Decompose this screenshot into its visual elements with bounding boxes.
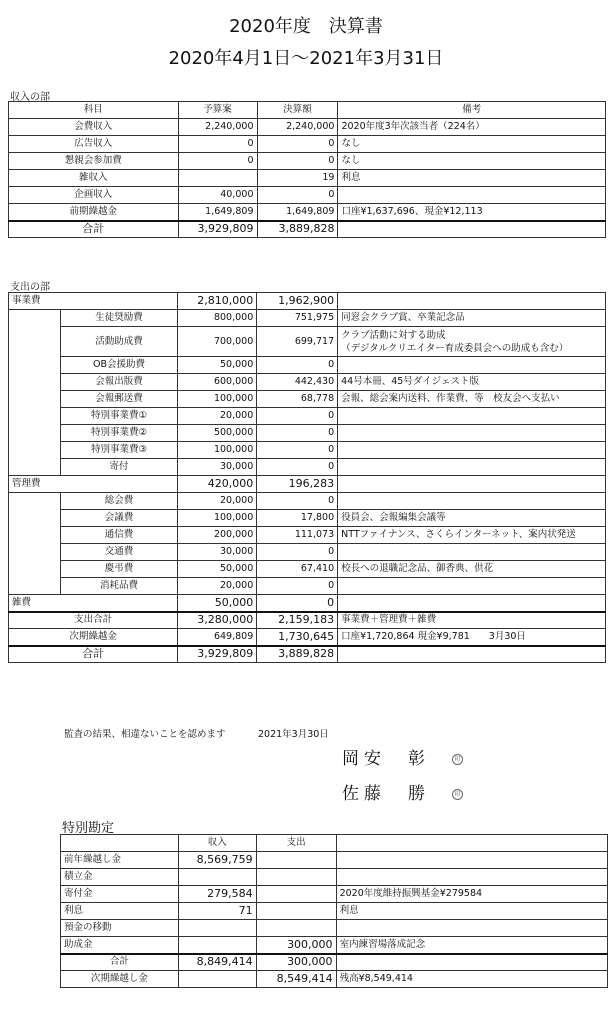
category-actual: 1,962,900: [257, 293, 338, 310]
note-cell: 2020年度3年次該当者（224名）: [338, 119, 606, 136]
audit-date: 2021年3月30日: [258, 729, 329, 740]
note-cell: [338, 459, 606, 476]
note-cell: [338, 408, 606, 425]
table-row: [61, 903, 608, 920]
note-line: クラブ活動に対する助成: [341, 329, 446, 341]
table-row: [9, 442, 606, 459]
income-total-row: [9, 221, 606, 238]
item-cell: 慶弔費: [60, 561, 178, 578]
table-row: [9, 493, 606, 510]
carryover-budget: 649,809: [178, 629, 257, 646]
budget-cell: 2,240,000: [178, 119, 257, 136]
note-cell: [338, 293, 606, 310]
note-cell: なし: [338, 136, 606, 153]
auditor-1-name: 岡安 彰: [342, 749, 430, 769]
item-cell: 助成金: [61, 937, 179, 954]
seal-icon: 印: [452, 789, 463, 800]
budget-cell: 700,000: [178, 327, 257, 357]
budget-cell: [178, 170, 257, 187]
item-cell: 特別事業費③: [60, 442, 178, 459]
indent-cell: [9, 374, 61, 391]
expense-cell: [256, 852, 336, 869]
note-cell: [338, 476, 606, 493]
item-cell: 企画収入: [9, 187, 179, 204]
category-row: [9, 476, 606, 493]
table-row: [9, 391, 606, 408]
note-cell: 利息: [338, 170, 606, 187]
item-cell: 会議費: [60, 510, 178, 527]
item-cell: 前年繰越し金: [61, 852, 179, 869]
income-cell: 71: [178, 903, 256, 920]
expense-cell: [256, 920, 336, 937]
indent-cell: [9, 578, 61, 595]
budget-cell: 20,000: [178, 578, 257, 595]
seal-icon: 印: [452, 754, 463, 765]
income-table: [8, 101, 606, 238]
item-cell: 交通費: [60, 544, 178, 561]
note-cell: 校長への退職記念品、御香典、供花: [338, 561, 606, 578]
table-row: [61, 886, 608, 903]
category-actual: 0: [257, 595, 338, 612]
actual-cell: 442,430: [257, 374, 338, 391]
budget-cell: 50,000: [178, 357, 257, 374]
table-row: [9, 153, 606, 170]
note-cell: なし: [338, 153, 606, 170]
table-row: [9, 561, 606, 578]
table-row: [9, 357, 606, 374]
actual-cell: 0: [257, 459, 338, 476]
expense-table: [8, 292, 606, 663]
note-cell: 利息: [336, 903, 607, 920]
note-cell: 室内練習場落成記念: [336, 937, 607, 954]
audit-statement: 監査の結果、相違ないことを認めます: [64, 729, 226, 740]
budget-cell: 100,000: [178, 391, 257, 408]
item-cell: 特別事業費①: [60, 408, 178, 425]
table-row: [9, 459, 606, 476]
carryover-label: 次期繰越し金: [61, 971, 179, 988]
item-cell: 雑収入: [9, 170, 179, 187]
actual-cell: 17,800: [257, 510, 338, 527]
item-cell: 前期繰越金: [9, 204, 179, 221]
note-cell: [338, 327, 606, 357]
item-cell: 特別事業費②: [60, 425, 178, 442]
carryover-actual: 1,730,645: [257, 629, 338, 646]
fiscal-period: 2020年4月1日〜2021年3月31日: [168, 48, 444, 69]
table-row: [9, 374, 606, 391]
table-row: [9, 187, 606, 204]
actual-cell: 0: [257, 544, 338, 561]
special-account-table: [60, 834, 608, 988]
note-cell: NTTファイナンス、さくらインターネット、案内状発送: [338, 527, 606, 544]
budget-cell: 0: [178, 153, 257, 170]
budget-cell: 0: [178, 136, 257, 153]
budget-cell: 30,000: [178, 459, 257, 476]
income-cell: [178, 920, 256, 937]
expense-carryover-row: [9, 629, 606, 646]
table-row: [61, 852, 608, 869]
budget-cell: 30,000: [178, 544, 257, 561]
note-cell: [338, 187, 606, 204]
item-cell: 活動助成費: [60, 327, 178, 357]
document-title: 2020年度 決算書: [229, 16, 383, 37]
item-cell: 懇親会参加費: [9, 153, 179, 170]
item-cell: OB会援助費: [60, 357, 178, 374]
item-cell: 会報出版費: [60, 374, 178, 391]
item-cell: 通信費: [60, 527, 178, 544]
expense-cell: [256, 886, 336, 903]
item-cell: 会報郵送費: [60, 391, 178, 408]
indent-cell: [9, 561, 61, 578]
actual-cell: 68,778: [257, 391, 338, 408]
note-cell: 口座¥1,637,696、現金¥12,113: [338, 204, 606, 221]
note-cell: [338, 544, 606, 561]
table-row: [9, 527, 606, 544]
budget-cell: 500,000: [178, 425, 257, 442]
total-budget: 3,929,809: [178, 221, 257, 238]
item-cell: 利息: [61, 903, 179, 920]
actual-cell: 67,410: [257, 561, 338, 578]
actual-cell: 111,073: [257, 527, 338, 544]
table-row: [9, 327, 606, 357]
category-actual: 196,283: [257, 476, 338, 493]
expense-cell: [256, 903, 336, 920]
expense-cell: [256, 869, 336, 886]
category-budget: 50,000: [178, 595, 257, 612]
item-cell: 積立金: [61, 869, 179, 886]
table-row: [9, 136, 606, 153]
total-actual: 3,889,828: [257, 646, 338, 663]
note-cell: 同窓会クラブ賞、卒業記念品: [338, 310, 606, 327]
subtotal-label: 支出合計: [9, 612, 178, 629]
expense-section-label: 支出の部: [10, 282, 50, 293]
note-cell: [336, 954, 607, 971]
actual-cell: 0: [257, 408, 338, 425]
budget-cell: 100,000: [178, 442, 257, 459]
category-label: 雑費: [9, 595, 178, 612]
header-cell: 備考: [338, 102, 606, 119]
budget-cell: 100,000: [178, 510, 257, 527]
income-header-row: [9, 102, 606, 119]
budget-cell: 600,000: [178, 374, 257, 391]
note-line: （デジタルクリエイター育成委員会への助成も含む）: [341, 342, 569, 354]
income-cell: [178, 869, 256, 886]
carryover-note: 口座¥1,720,864 現金¥9,781 3月30日: [338, 629, 606, 646]
indent-cell: [9, 493, 61, 510]
indent-cell: [9, 510, 61, 527]
actual-cell: 1,649,809: [257, 204, 338, 221]
carryover-expense: 8,549,414: [256, 971, 336, 988]
indent-cell: [9, 527, 61, 544]
indent-cell: [9, 459, 61, 476]
expense-subtotal-row: [9, 612, 606, 629]
actual-cell: 699,717: [257, 327, 338, 357]
category-budget: 2,810,000: [178, 293, 257, 310]
note-cell: [336, 852, 607, 869]
budget-cell: 40,000: [178, 187, 257, 204]
table-row: [9, 425, 606, 442]
actual-cell: 0: [257, 136, 338, 153]
income-section-label: 収入の部: [10, 92, 50, 103]
subtotal-note: 事業費＋管理費＋雑費: [338, 612, 606, 629]
table-row: [9, 204, 606, 221]
header-cell: 予算案: [178, 102, 257, 119]
subtotal-budget: 3,280,000: [178, 612, 257, 629]
budget-cell: 200,000: [178, 527, 257, 544]
header-cell: 支出: [256, 835, 336, 852]
indent-cell: [9, 391, 61, 408]
budget-cell: 20,000: [178, 408, 257, 425]
actual-cell: 0: [257, 493, 338, 510]
indent-cell: [9, 408, 61, 425]
table-row: [61, 869, 608, 886]
indent-cell: [9, 442, 61, 459]
item-cell: 預金の移動: [61, 920, 179, 937]
total-label: 合計: [61, 954, 179, 971]
header-cell: 科目: [9, 102, 179, 119]
carryover-income: [178, 971, 256, 988]
item-cell: 寄付金: [61, 886, 179, 903]
category-label: 管理費: [9, 476, 178, 493]
header-cell: 収入: [178, 835, 256, 852]
indent-cell: [9, 310, 61, 327]
header-cell: 決算額: [257, 102, 338, 119]
note-cell: 会報、総会案内送料、作業費、等 校友会へ支払い: [338, 391, 606, 408]
budget-cell: 20,000: [178, 493, 257, 510]
actual-cell: 19: [257, 170, 338, 187]
table-row: [9, 310, 606, 327]
total-label: 合計: [9, 646, 178, 663]
total-expense: 300,000: [256, 954, 336, 971]
table-row: [9, 544, 606, 561]
special-carryover-row: [61, 971, 608, 988]
indent-cell: [9, 544, 61, 561]
item-cell: 広告収入: [9, 136, 179, 153]
item-cell: 会費収入: [9, 119, 179, 136]
indent-cell: [9, 425, 61, 442]
actual-cell: 0: [257, 578, 338, 595]
table-row: [61, 920, 608, 937]
budget-cell: 800,000: [178, 310, 257, 327]
category-row: [9, 293, 606, 310]
budget-cell: 50,000: [178, 561, 257, 578]
total-budget: 3,929,809: [178, 646, 257, 663]
note-cell: 2020年度維持振興基金¥279584: [336, 886, 607, 903]
special-header-row: [61, 835, 608, 852]
note-cell: [336, 869, 607, 886]
note-cell: [338, 221, 606, 238]
category-budget: 420,000: [178, 476, 257, 493]
actual-cell: 2,240,000: [257, 119, 338, 136]
actual-cell: 0: [257, 153, 338, 170]
table-row: [61, 937, 608, 954]
note-cell: [338, 442, 606, 459]
note-cell: [336, 920, 607, 937]
expense-cell: 300,000: [256, 937, 336, 954]
item-cell: 生徒奨励費: [60, 310, 178, 327]
note-cell: [338, 493, 606, 510]
income-cell: 279,584: [178, 886, 256, 903]
note-cell: 役員会、会報編集会議等: [338, 510, 606, 527]
carryover-note: 残高¥8,549,414: [336, 971, 607, 988]
total-label: 合計: [9, 221, 179, 238]
item-cell: 消耗品費: [60, 578, 178, 595]
table-row: [9, 119, 606, 136]
table-row: [9, 578, 606, 595]
table-row: [9, 408, 606, 425]
category-row: [9, 595, 606, 612]
table-row: [9, 170, 606, 187]
special-total-row: [61, 954, 608, 971]
item-cell: 寄付: [60, 459, 178, 476]
indent-cell: [9, 357, 61, 374]
note-cell: [338, 595, 606, 612]
category-label: 事業費: [9, 293, 178, 310]
special-account-title: 特別勘定: [62, 821, 115, 836]
income-cell: [178, 937, 256, 954]
indent-cell: [9, 327, 61, 357]
income-cell: 8,569,759: [178, 852, 256, 869]
note-cell: 44号本冊、45号ダイジェスト版: [338, 374, 606, 391]
actual-cell: 0: [257, 187, 338, 204]
total-income: 8,849,414: [178, 954, 256, 971]
note-cell: [338, 646, 606, 663]
budget-cell: 1,649,809: [178, 204, 257, 221]
carryover-label: 次期繰越金: [9, 629, 178, 646]
note-cell: [338, 578, 606, 595]
actual-cell: 0: [257, 357, 338, 374]
header-cell: [336, 835, 607, 852]
table-row: [9, 510, 606, 527]
note-cell: [338, 425, 606, 442]
subtotal-actual: 2,159,183: [257, 612, 338, 629]
actual-cell: 751,975: [257, 310, 338, 327]
actual-cell: 0: [257, 425, 338, 442]
item-cell: 総会費: [60, 493, 178, 510]
expense-total-row: [9, 646, 606, 663]
actual-cell: 0: [257, 442, 338, 459]
total-actual: 3,889,828: [257, 221, 338, 238]
auditor-2-name: 佐藤 勝: [342, 784, 430, 804]
note-cell: [338, 357, 606, 374]
header-cell: [61, 835, 179, 852]
